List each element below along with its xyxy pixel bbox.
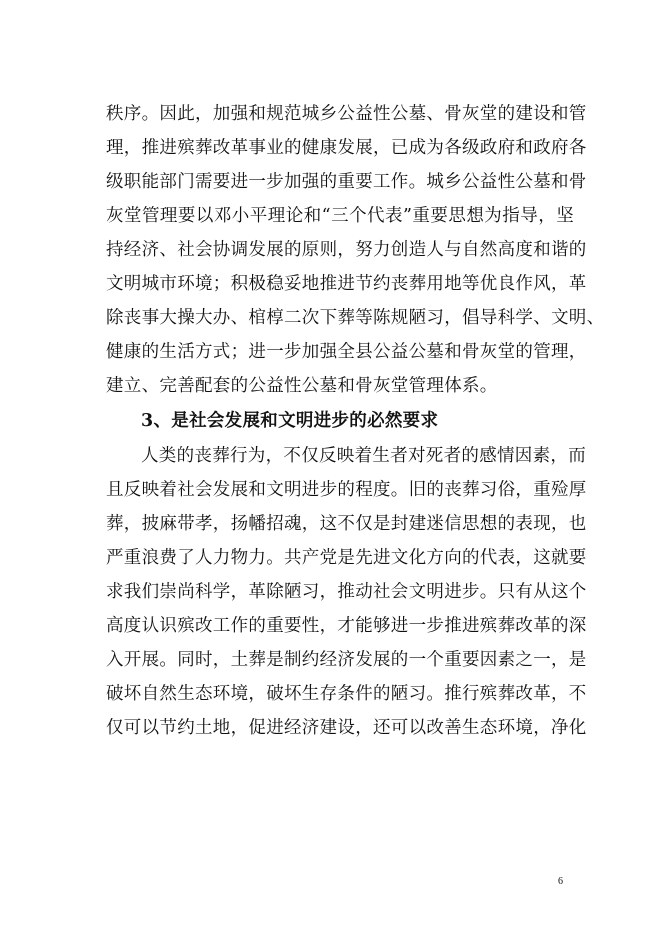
paragraph1-line-9: 建立、完善配套的公益性公墓和骨灰堂管理体系。 (106, 376, 498, 396)
paragraph1-line-1: 秩序。因此，加强和规范城乡公益性公墓、骨灰堂的建设和管 (106, 104, 587, 124)
section-heading: 3、是社会发展和文明进步的必然要求 (141, 411, 439, 431)
paragraph2-line-3: 葬，披麻带孝，扬幡招魂，这不仅是封建迷信思想的表现，也 (106, 514, 587, 534)
paragraph1-line-8: 健康的生活方式；进一步加强全县公益公墓和骨灰堂的管理， (106, 342, 587, 362)
paragraph2-line-2: 且反映着社会发展和文明进步的程度。旧的丧葬习俗，重殓厚 (106, 480, 587, 500)
paragraph1-line-4: 灰堂管理要以邓小平理论和“三个代表”重要思想为指导，坚 (106, 206, 574, 226)
paragraph2-line-6: 高度认识殡改工作的重要性，才能够进一步推进殡葬改革的深 (106, 616, 587, 636)
paragraph2-line-9: 仅可以节约土地，促进经济建设，还可以改善生态环境，净化 (106, 718, 587, 738)
paragraph2-line-5: 求我们崇尚科学，革除陋习，推动社会文明进步。只有从这个 (106, 582, 587, 602)
paragraph2-line-7: 入开展。同时，土葬是制约经济发展的一个重要因素之一，是 (106, 650, 587, 670)
page-number: 6 (558, 876, 563, 887)
paragraph2-line-4: 严重浪费了人力物力。共产党是先进文化方向的代表，这就要 (106, 548, 587, 568)
paragraph1-line-6: 文明城市环境；积极稳妥地推进节约丧葬用地等优良作风，革 (106, 274, 587, 294)
paragraph1-line-7: 除丧事大操大办、棺椁二次下葬等陈规陋习，倡导科学、文明、 (106, 308, 605, 328)
paragraph1-line-3: 级职能部门需要进一步加强的重要工作。城乡公益性公墓和骨 (106, 172, 587, 192)
paragraph2-line-1: 人类的丧葬行为，不仅反映着生者对死者的感情因素，而 (141, 446, 586, 466)
paragraph1-line-2: 理，推进殡葬改革事业的健康发展，已成为各级政府和政府各 (106, 138, 587, 158)
paragraph1-line-5: 持经济、社会协调发展的原则，努力创造人与自然高度和谐的 (106, 240, 587, 260)
paragraph2-line-8: 破坏自然生态环境，破坏生存条件的陋习。推行殡葬改革，不 (106, 684, 587, 704)
